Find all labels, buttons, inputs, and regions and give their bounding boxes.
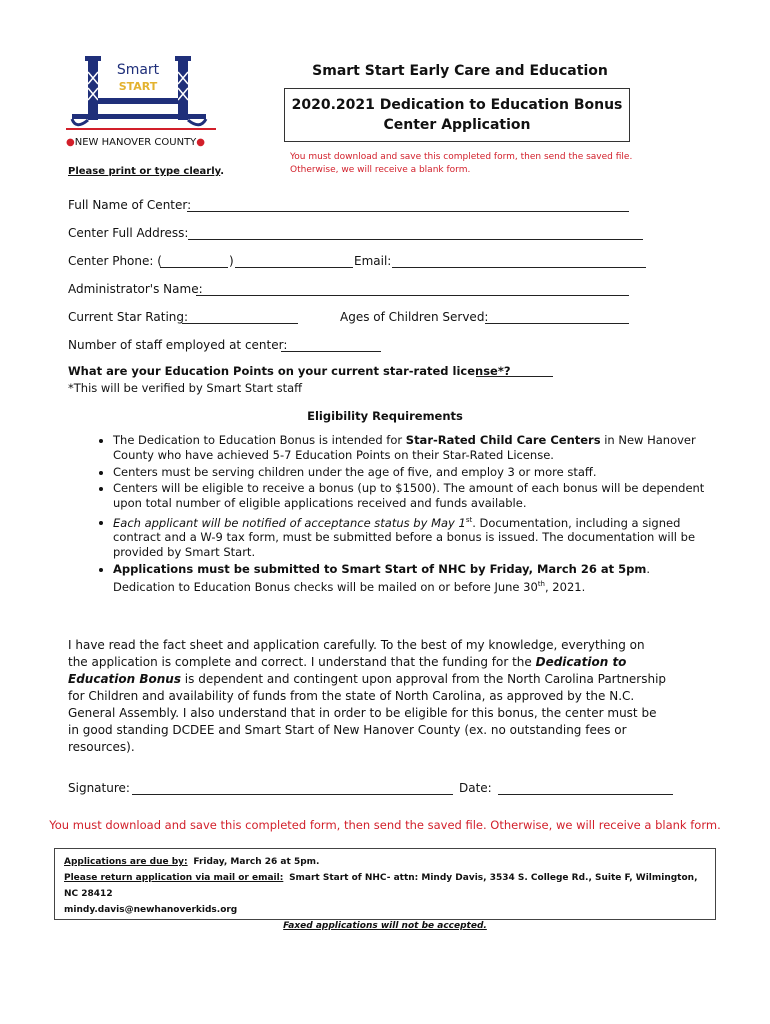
email-label: Email:: [354, 254, 392, 268]
download-warning-top: You must download and save this completed form, then send the saved file. Otherwise, we will receive a blank form.: [290, 152, 633, 175]
date-field[interactable]: [498, 794, 673, 795]
education-points-question: What are your Education Points on your current star-rated license*?: [68, 364, 511, 378]
administrator-label: Administrator's Name:: [68, 282, 203, 296]
center-address-label: Center Full Address:: [68, 226, 189, 240]
date-label: Date:: [459, 781, 492, 795]
star-rating-label: Current Star Rating:: [68, 310, 189, 324]
signature-label: Signature:: [68, 781, 130, 795]
staff-count-label: Number of staff employed at center:: [68, 338, 288, 352]
list-item: • Centers must be serving children under the age of five, and employ 3 or more staff.: [113, 465, 723, 480]
staff-count-field[interactable]: [281, 351, 381, 352]
fax-note: Faxed applications will not be accepted.: [283, 921, 487, 931]
list-item: • Centers will be eligible to receive a bonus (up to $1500). The amount of each bonus will be dependent upon total number of eligible applications received and funds available.: [113, 481, 723, 511]
center-name-field[interactable]: [187, 211, 629, 212]
center-address-field[interactable]: [188, 239, 643, 240]
center-name-label: Full Name of Center:: [68, 198, 192, 212]
contact-email: mindy.davis@newhanoverkids.org: [64, 905, 238, 915]
org-title: Smart Start Early Care and Education: [312, 63, 608, 79]
county-label: ●NEW HANOVER COUNTY●: [66, 137, 206, 148]
administrator-field[interactable]: [196, 295, 629, 296]
phone-label: Center Phone: (: [68, 254, 162, 268]
download-warning-bottom: You must download and save this completed form, then send the saved file. Otherwise, we will receive a blank form.: [49, 818, 721, 832]
star-rating-field[interactable]: [182, 323, 298, 324]
list-item: • Applications must be submitted to Smart Start of NHC by Friday, March 26 at 5pm. Dedication to Education Bonus checks will be mailed on or before June 30th, 2021.: [113, 562, 723, 595]
phone-paren: ): [229, 254, 234, 268]
ages-served-label: Ages of Children Served:: [340, 310, 489, 324]
eligibility-list: [72, 433, 723, 596]
svg-text:START: START: [118, 80, 158, 93]
signature-field[interactable]: [132, 794, 453, 795]
list-item: • The Dedication to Education Bonus is intended for Star-Rated Child Care Centers in New Hanover County who have achieved 5-7 Education Points on their Star-Rated License.: [113, 433, 723, 463]
document-title: [284, 88, 630, 142]
submission-info-box: Applications are due by: Friday, March 26 at 5pm. Please return application via mail or email: Smart Start of NHC- attn: Mindy Davis, 3534 S. College Rd., Suite F, Wilmington, NC 28412 mindy.davis@newhanoverkids.org Faxed applications will not be accepted.: [54, 848, 716, 920]
eligibility-heading: Eligibility Requirements: [307, 409, 463, 423]
document-title-line1: 2020.2021 Dedication to Education Bonus: [291, 97, 623, 113]
acknowledgment-text: I have read the fact sheet and application carefully. To the best of my knowledge, everything on the application is complete and correct. I understand that the funding for the Dedication to Education Bonus is dependent and contingent upon approval from the North Carolina Partnership for Children and availability of funds from the state of North Carolina, as approved by the N.C. General Assembly. I also understand that in order to be eligible for this bonus, the center must be in good standing DCDEE and Smart Start of New Hanover County (ex. no outstanding fees or resources).: [68, 638, 667, 754]
ages-served-field[interactable]: [485, 323, 629, 324]
email-field[interactable]: [392, 267, 646, 268]
document-title-line2: Center Application: [383, 117, 531, 133]
list-item: • Each applicant will be notified of acceptance status by May 1st. Documentation, including a signed contract and a W-9 tax form, must be submitted before a bonus is issued. The documentation will be provided by Smart Start.: [113, 513, 723, 561]
phone-area-code-field[interactable]: [160, 267, 228, 268]
education-points-field[interactable]: [476, 376, 553, 377]
print-note: Please print or type clearly.: [68, 166, 225, 177]
phone-number-field[interactable]: [235, 267, 353, 268]
education-points-note: *This will be verified by Smart Start staff: [68, 381, 303, 395]
svg-text:Smart: Smart: [116, 62, 160, 78]
